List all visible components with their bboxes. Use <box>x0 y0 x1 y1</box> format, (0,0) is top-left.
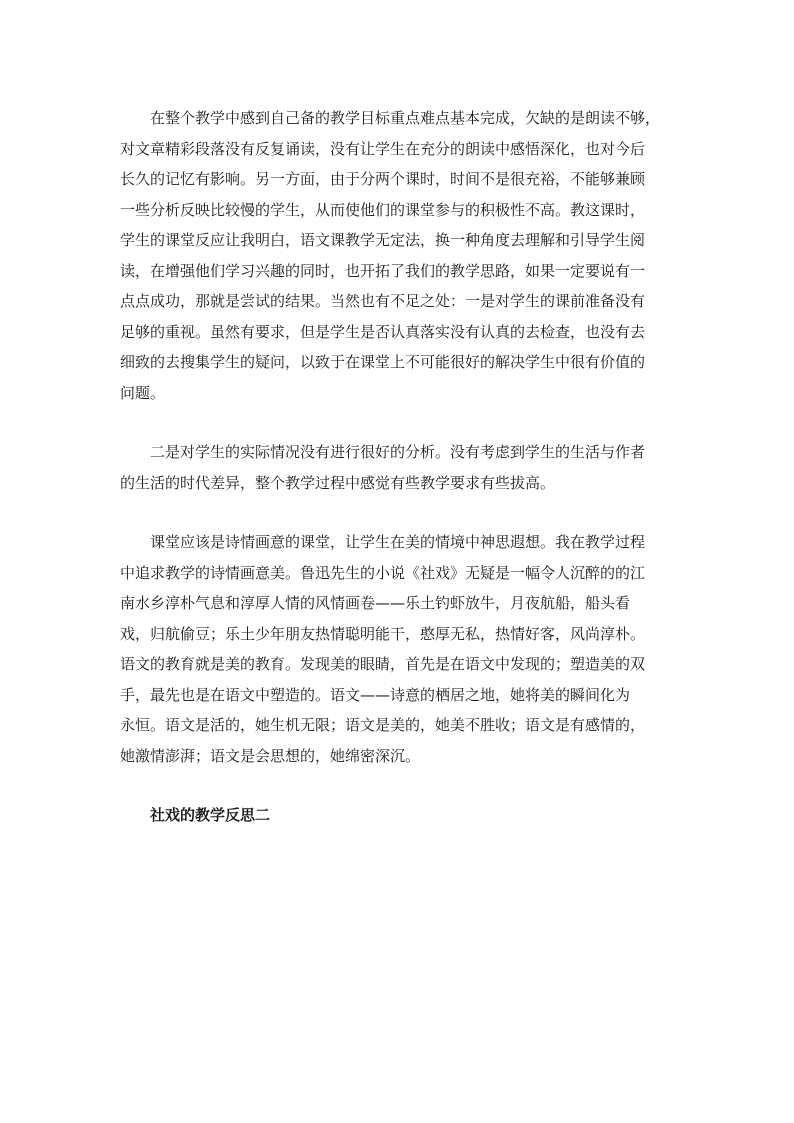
text-line: 长久的记忆有影响。另一方面，由于分两个课时，时间不是很充裕，不能够兼顾 <box>120 170 646 188</box>
text-line: 她激情澎湃；语文是会思想的，她绵密深沉。 <box>120 746 421 765</box>
paragraph-1 <box>120 103 686 408</box>
text-line: 语文的教育就是美的教育。发现美的眼睛，首先是在语文中发现的；塑造美的双 <box>120 655 646 673</box>
document-body <box>120 103 686 831</box>
text-line: 读，在增强他们学习兴趣的同时，也开拓了我们的教学思路，如果一定要说有一 <box>120 261 646 280</box>
text-line: 点点成功，那就是尝试的结果。当然也有不足之处：一是对学生的课前准备没有 <box>120 292 646 310</box>
text-line: 中追求教学的诗情画意美。鲁迅先生的小说《社戏》无疑是一幅令人沉醉的的江 <box>120 563 646 582</box>
text-line: 足够的重视。虽然有要求，但是学生是否认真落实没有认真的去检查，也没有去 <box>120 322 646 341</box>
paragraph-2 <box>120 437 686 498</box>
text-line: 课堂应该是诗情画意的课堂，让学生在美的情境中神思遐想。我在教学过程 <box>120 533 646 551</box>
text-line: 手，最先也是在语文中塑造的。语文——诗意的栖居之地，她将美的瞬间化为 <box>120 685 631 704</box>
text-line: 南水乡淳朴气息和淳厚人情的风情画卷——乐土钓虾放牛，月夜航船，船头看 <box>120 594 631 612</box>
text-line: 细致的去搜集学生的疑问，以致于在课堂上不可能很好的解决学生中很有价值的 <box>120 353 646 371</box>
section-heading: 社戏的教学反思二 <box>150 806 271 824</box>
text-line: 的生活的时代差异，整个教学过程中感觉有些教学要求有些拔高。 <box>120 473 556 492</box>
text-line: 永恒。语文是活的，她生机无限；语文是美的，她美不胜收；语文是有感情的， <box>120 716 646 734</box>
text-line: 一些分析反映比较慢的学生，从而使他们的课堂参与的积极性不高。教这课时， <box>120 200 646 219</box>
text-line: 戏，归航偷豆；乐土少年朋友热情聪明能干，憨厚无私，热情好客，风尚淳朴。 <box>120 624 646 643</box>
text-line: 对文章精彩段落没有反复诵读，没有让学生在充分的朗读中感悟深化，也对今后 <box>120 139 646 158</box>
text-line: 问题。 <box>120 383 166 402</box>
text-line: 在整个教学中感到自己备的教学目标重点难点基本完成，欠缺的是朗读不够， <box>120 109 661 127</box>
paragraph-3 <box>120 527 686 771</box>
text-line: 学生的课堂反应让我明白，语文课教学无定法，换一种角度去理解和引导学生阅 <box>120 231 646 249</box>
text-line: 二是对学生的实际情况没有进行很好的分析。没有考虑到学生的生活与作者 <box>120 443 646 461</box>
